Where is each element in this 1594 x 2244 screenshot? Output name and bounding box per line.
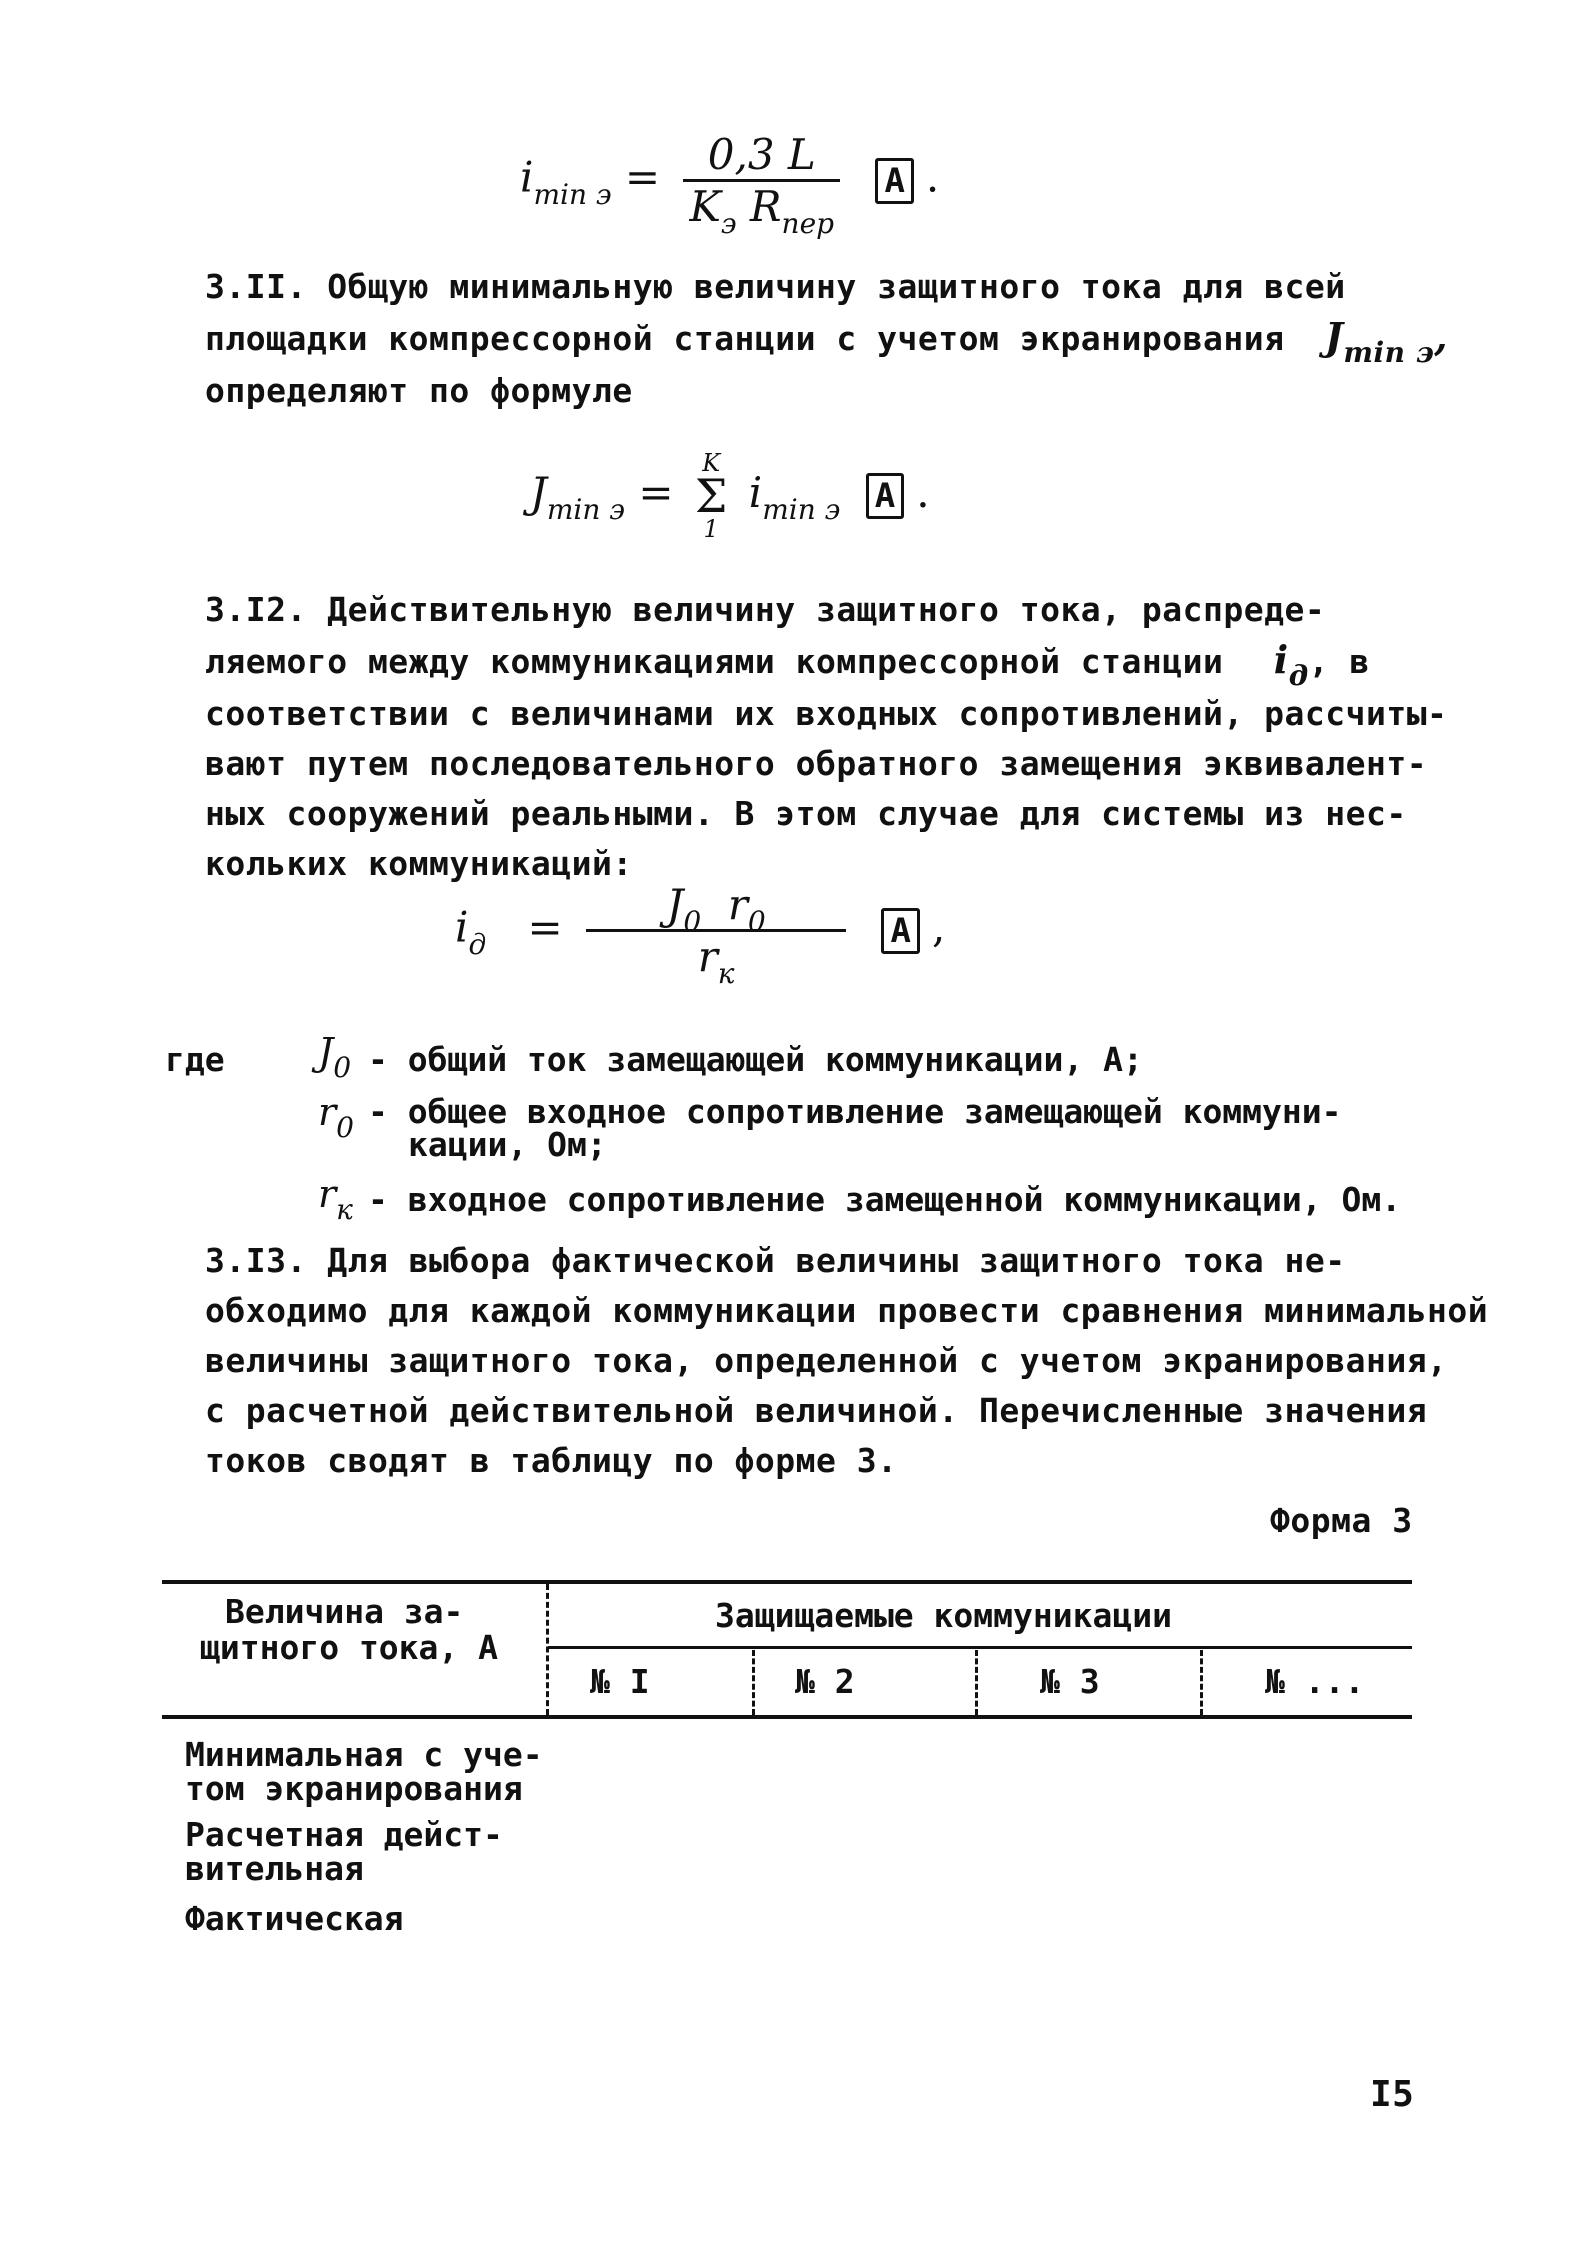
paragraph-3-11-line-1: 3.II. Общую минимальную величину защитного тока для всей (205, 267, 1346, 306)
paragraph-3-12-line-1: 3.I2. Действительную величину защитного тока, распреде- (205, 590, 1326, 629)
table-row-2-label: Расчетная дейст- вительная (185, 1815, 503, 1888)
formula-1-fraction (683, 130, 840, 240)
paragraph-3-12-line-4: вают путем последовательного обратного замещения эквивалент- (205, 744, 1428, 783)
paragraph-3-11-symbol: $J_{min э}$, (1324, 314, 1449, 369)
legend-text-r0-line-2: кации, Ом; (408, 1125, 607, 1164)
table-divider-col3 (1200, 1650, 1203, 1715)
table-row-3-label: Фактическая (185, 1899, 404, 1938)
legend-text-j0: - общий ток замещающей коммуникации, А; (368, 1040, 1143, 1079)
legend-where: где (165, 1040, 225, 1079)
summation-sign: K Σ 1 (694, 449, 728, 543)
paragraph-3-12-symbol: $i_д$ (1273, 637, 1309, 692)
formula-j-min-e: $J_{min э}$ = K Σ 1 $i_{min э}$ A . (530, 449, 930, 543)
table-group-rule (548, 1646, 1412, 1649)
formula-1-denominator: $K_э$ $R_{пер}$ (683, 179, 840, 231)
formula-1-lhs: i (520, 152, 534, 202)
table-subheader-1: № I (590, 1662, 650, 1701)
legend-text-rk: - входное сопротивление замещенной коммуникации, Ом. (368, 1180, 1402, 1219)
paragraph-3-13-line-4: с расчетной действительной величиной. Перечисленные значения (205, 1391, 1428, 1430)
legend-symbol-r0: $r_0$ (318, 1090, 354, 1144)
paragraph-3-11-line-3: определяют по формуле (205, 371, 633, 410)
formula-3-unit: A (881, 908, 919, 954)
formula-i-min-e: $i_{min э}$ = $\frac{0,3 L}{K_э R_{пер}}$ A . (520, 130, 940, 240)
paragraph-3-12-line-5: ных сооружений реальными. В этом случае для системы из нес- (205, 794, 1407, 833)
legend-text-r0-line-1: - общее входное сопротивление замещающей коммуни- (368, 1092, 1342, 1131)
formula-1-lhs-sub: min э (533, 177, 612, 211)
formula-1-unit: A (875, 158, 913, 204)
table-col0-header-line-2: щитного тока, А (200, 1628, 499, 1667)
page-number: I5 (1370, 2074, 1415, 2115)
form-label: Форма 3 (1270, 1501, 1413, 1540)
legend-symbol-j0: $J_0$ (318, 1030, 352, 1084)
table-divider-col1 (752, 1650, 755, 1715)
table-subheader-4: № ... (1265, 1662, 1365, 1701)
table-group-header: Защищаемые коммуникации (715, 1596, 1172, 1635)
paragraph-3-11 (205, 262, 1448, 416)
paragraph-3-13 (205, 1236, 1488, 1486)
table-row-1-label: Минимальная с уче- том экранирования (185, 1735, 543, 1808)
table-top-rule (162, 1580, 1412, 1584)
table-subheader-2: № 2 (795, 1662, 855, 1701)
paragraph-3-12-line-6: кольких коммуникаций: (205, 844, 633, 883)
paragraph-3-11-line-2: площадки компрессорной станции с учетом экранирования $J_{min э}$, (205, 314, 1449, 369)
paragraph-3-12 (205, 585, 1447, 889)
table-col0-header-line-1: Величина за- (225, 1592, 464, 1631)
formula-3-numerator: $J_0$ $r_0$ (666, 880, 766, 938)
table-divider-col2 (975, 1650, 978, 1715)
legend-symbol-rk: $r_к$ (318, 1172, 353, 1226)
paragraph-3-13-line-1: 3.I3. Для выбора фактической величины защитного тока не- (205, 1241, 1346, 1280)
paragraph-3-12-line-2: ляемого между коммуникациями компрессорной станции $i_д$, в (205, 637, 1370, 692)
formula-i-d: $i_д$ = $\frac{J_0 r_0}{r_к}$ A , (455, 880, 946, 990)
table-divider-col0 (546, 1584, 549, 1715)
paragraph-3-12-line-3: соответствии с величинами их входных сопротивлений, рассчиты- (205, 694, 1448, 733)
table-subheader-3: № 3 (1040, 1662, 1100, 1701)
paragraph-3-13-line-3: величины защитного тока, определенной с учетом экранирования, (205, 1341, 1448, 1380)
formula-2-unit: A (866, 473, 904, 519)
formula-3-denominator: $r_к$ (586, 929, 846, 981)
paragraph-3-13-line-2: обходимо для каждой коммуникации провести сравнения минимальной (205, 1291, 1489, 1330)
formula-1-numerator: 0,3 L (707, 130, 816, 179)
table-header-bottom-rule (162, 1715, 1412, 1719)
paragraph-3-13-line-5: токов сводят в таблицу по форме 3. (205, 1441, 898, 1480)
